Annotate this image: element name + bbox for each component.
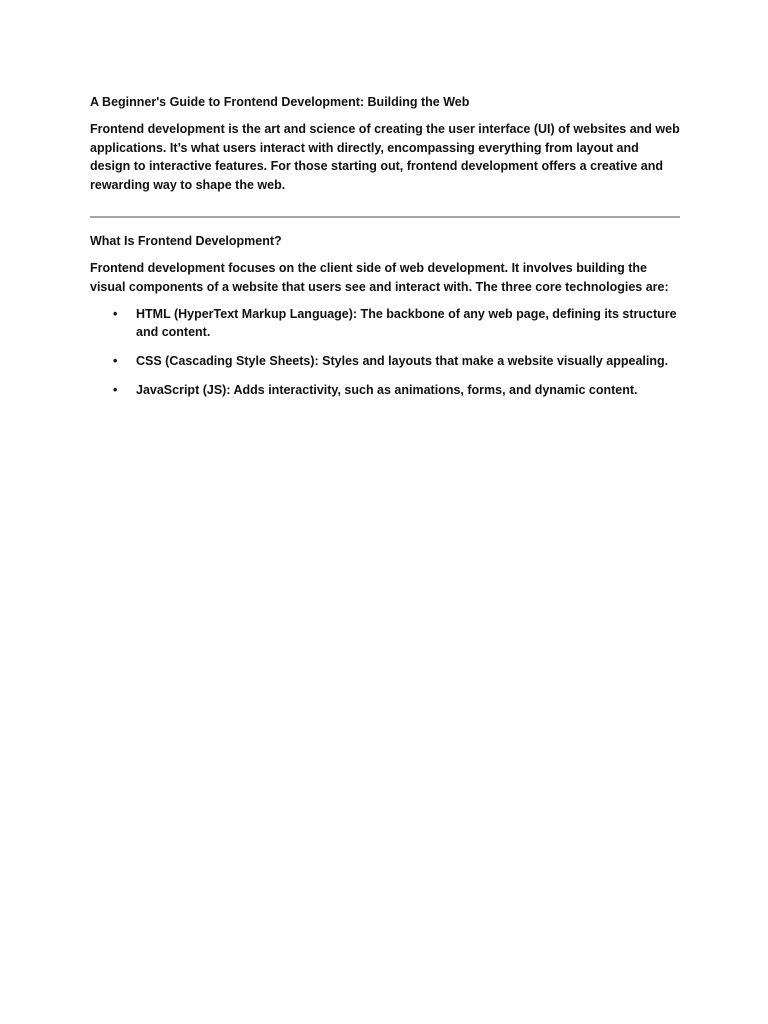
bullet-icon: • [113, 307, 118, 321]
bullet-icon: • [113, 383, 118, 397]
section-body: Frontend development focuses on the client side of web development. It involves building the visual components of a website that users see and interact with. The three core technologies are: [90, 261, 669, 294]
bullet-icon: • [113, 354, 118, 368]
document-page [90, 93, 680, 410]
section-heading: What Is Frontend Development? [90, 234, 282, 248]
list-item-text: HTML (HyperText Markup Language): The backbone of any web page, defining its structure and content. [136, 307, 677, 339]
horizontal-divider [90, 216, 680, 218]
intro-paragraph: Frontend development is the art and science of creating the user interface (UI) of websites and web applications. It’s what users interact with directly, encompassing everything from layout and design to interactive features. For those starting out, frontend development offers a creative and rewarding way to shape the web. [90, 122, 680, 192]
list-item [90, 305, 680, 341]
technology-list [90, 305, 680, 399]
list-item [90, 352, 680, 370]
list-item [90, 381, 680, 399]
list-item-text: CSS (Cascading Style Sheets): Styles and layouts that make a website visually appealing. [136, 354, 669, 368]
list-item-text: JavaScript (JS): Adds interactivity, such as animations, forms, and dynamic content. [136, 383, 638, 397]
document-title: A Beginner's Guide to Frontend Development: Building the Web [90, 95, 470, 109]
